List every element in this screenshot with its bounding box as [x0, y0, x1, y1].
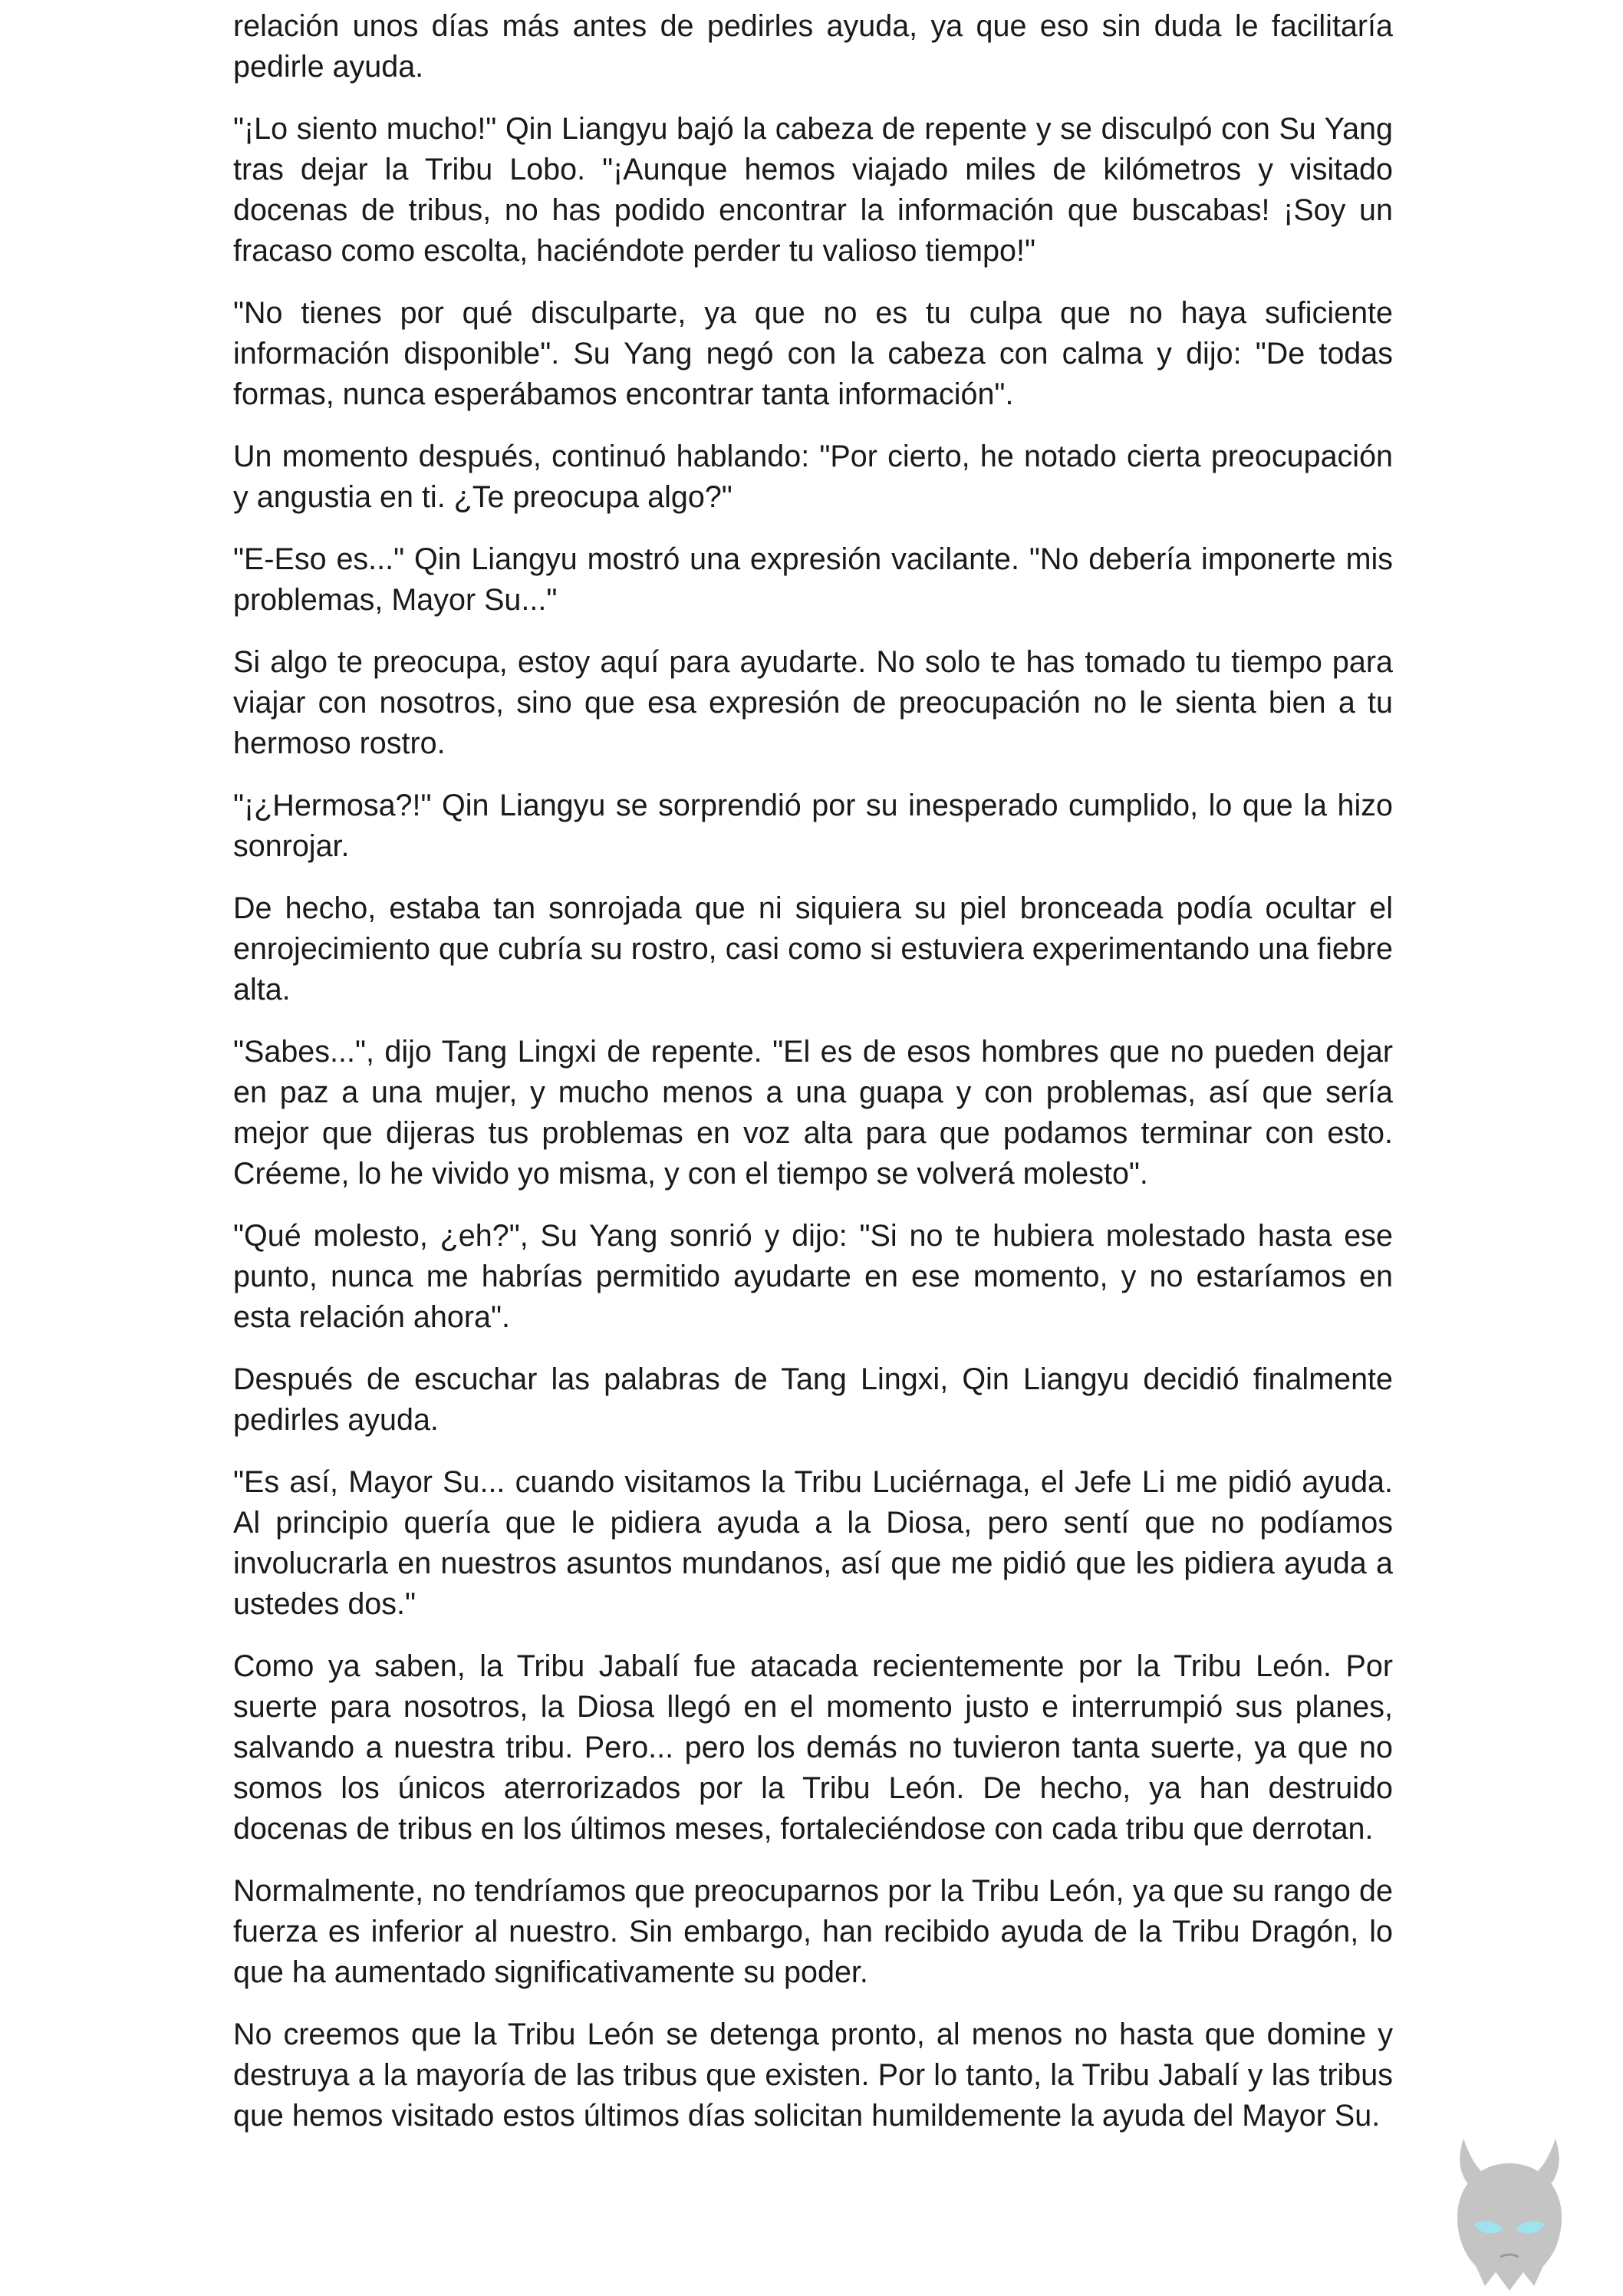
paragraph-3: "No tienes por qué disculparte, ya que no es tu culpa que no haya suficiente información disponible". Su Yang negó con la cabeza con calma y dijo: "De todas formas, nunca esperábamos encontrar tanta información".: [233, 296, 1393, 411]
paragraph-5: "E-Eso es..." Qin Liangyu mostró una expresión vacilante. "No debería imponerte mis problemas, Mayor Su...": [233, 542, 1393, 617]
paragraph-13: Como ya saben, la Tribu Jabalí fue atacada recientemente por la Tribu León. Por suerte para nosotros, la Diosa llegó en el momento justo e interrumpió sus planes, salvando a nuestra tribu. Pero... pero los demás no tuvieron tanta suerte, ya que no somos los únicos aterrorizados por la Tribu León. De hecho, ya han destruido docenas de tribus en los últimos meses, fortaleciéndose con cada tribu que derrotan.: [233, 1649, 1393, 1846]
paragraph-7: "¡¿Hermosa?!" Qin Liangyu se sorprendió por su inesperado cumplido, lo que la hizo sonrojar.: [233, 789, 1393, 863]
paragraph-12: "Es así, Mayor Su... cuando visitamos la Tribu Luciérnaga, el Jefe Li me pidió ayuda. Al principio quería que le pidiera ayuda a la Diosa, pero sentí que no podíamos involucrarla en nuestros asuntos mundanos, así que me pidió que les pidiera ayuda a ustedes dos.": [233, 1465, 1393, 1621]
paragraph-14: Normalmente, no tendríamos que preocuparnos por la Tribu León, ya que su rango de fuerza es inferior al nuestro. Sin embargo, han recibido ayuda de la Tribu Dragón, lo que ha aumentado significativamente su poder.: [233, 1874, 1393, 1989]
paragraph-10: "Qué molesto, ¿eh?", Su Yang sonrió y dijo: "Si no te hubiera molestado hasta ese punto, nunca me habrías permitido ayudarte en ese momento, y no estaríamos en esta relación ahora".: [233, 1219, 1393, 1334]
paragraph-4: Un momento después, continuó hablando: "Por cierto, he notado cierta preocupación y angustia en ti. ¿Te preocupa algo?": [233, 440, 1393, 514]
demon-head-icon: [1433, 2116, 1586, 2292]
text-body: [233, 6, 1393, 2158]
paragraph-9: "Sabes...", dijo Tang Lingxi de repente. "El es de esos hombres que no pueden dejar en paz a una mujer, y mucho menos a una guapa y con problemas, así que sería mejor que dijeras tus problemas en voz alta para que podamos terminar con esto. Créeme, lo he vivido yo misma, y con el tiempo se volverá molesto".: [233, 1035, 1393, 1191]
paragraph-11: Después de escuchar las palabras de Tang Lingxi, Qin Liangyu decidió finalmente pedirles ayuda.: [233, 1362, 1393, 1437]
paragraph-6: Si algo te preocupa, estoy aquí para ayudarte. No solo te has tomado tu tiempo para viajar con nosotros, sino que esa expresión de preocupación no le sienta bien a tu hermoso rostro.: [233, 645, 1393, 760]
paragraph-2: "¡Lo siento mucho!" Qin Liangyu bajó la cabeza de repente y se disculpó con Su Yang tras dejar la Tribu Lobo. "¡Aunque hemos viajado miles de kilómetros y visitado docenas de tribus, no has podido encontrar la información que buscabas! ¡Soy un fracaso como escolta, haciéndote perder tu valioso tiempo!": [233, 112, 1393, 268]
paragraph-15: No creemos que la Tribu León se detenga pronto, al menos no hasta que domine y destruya a la mayoría de las tribus que existen. Por lo tanto, la Tribu Jabalí y las tribus que hemos visitado estos últimos días solicitan humildemente la ayuda del Mayor Su.: [233, 2018, 1393, 2133]
paragraph-8: De hecho, estaba tan sonrojada que ni siquiera su piel bronceada podía ocultar el enrojecimiento que cubría su rostro, casi como si estuviera experimentando una fiebre alta.: [233, 891, 1393, 1006]
paragraph-1: relación unos días más antes de pedirles ayuda, ya que eso sin duda le facilitaría pedirle ayuda.: [233, 9, 1393, 84]
